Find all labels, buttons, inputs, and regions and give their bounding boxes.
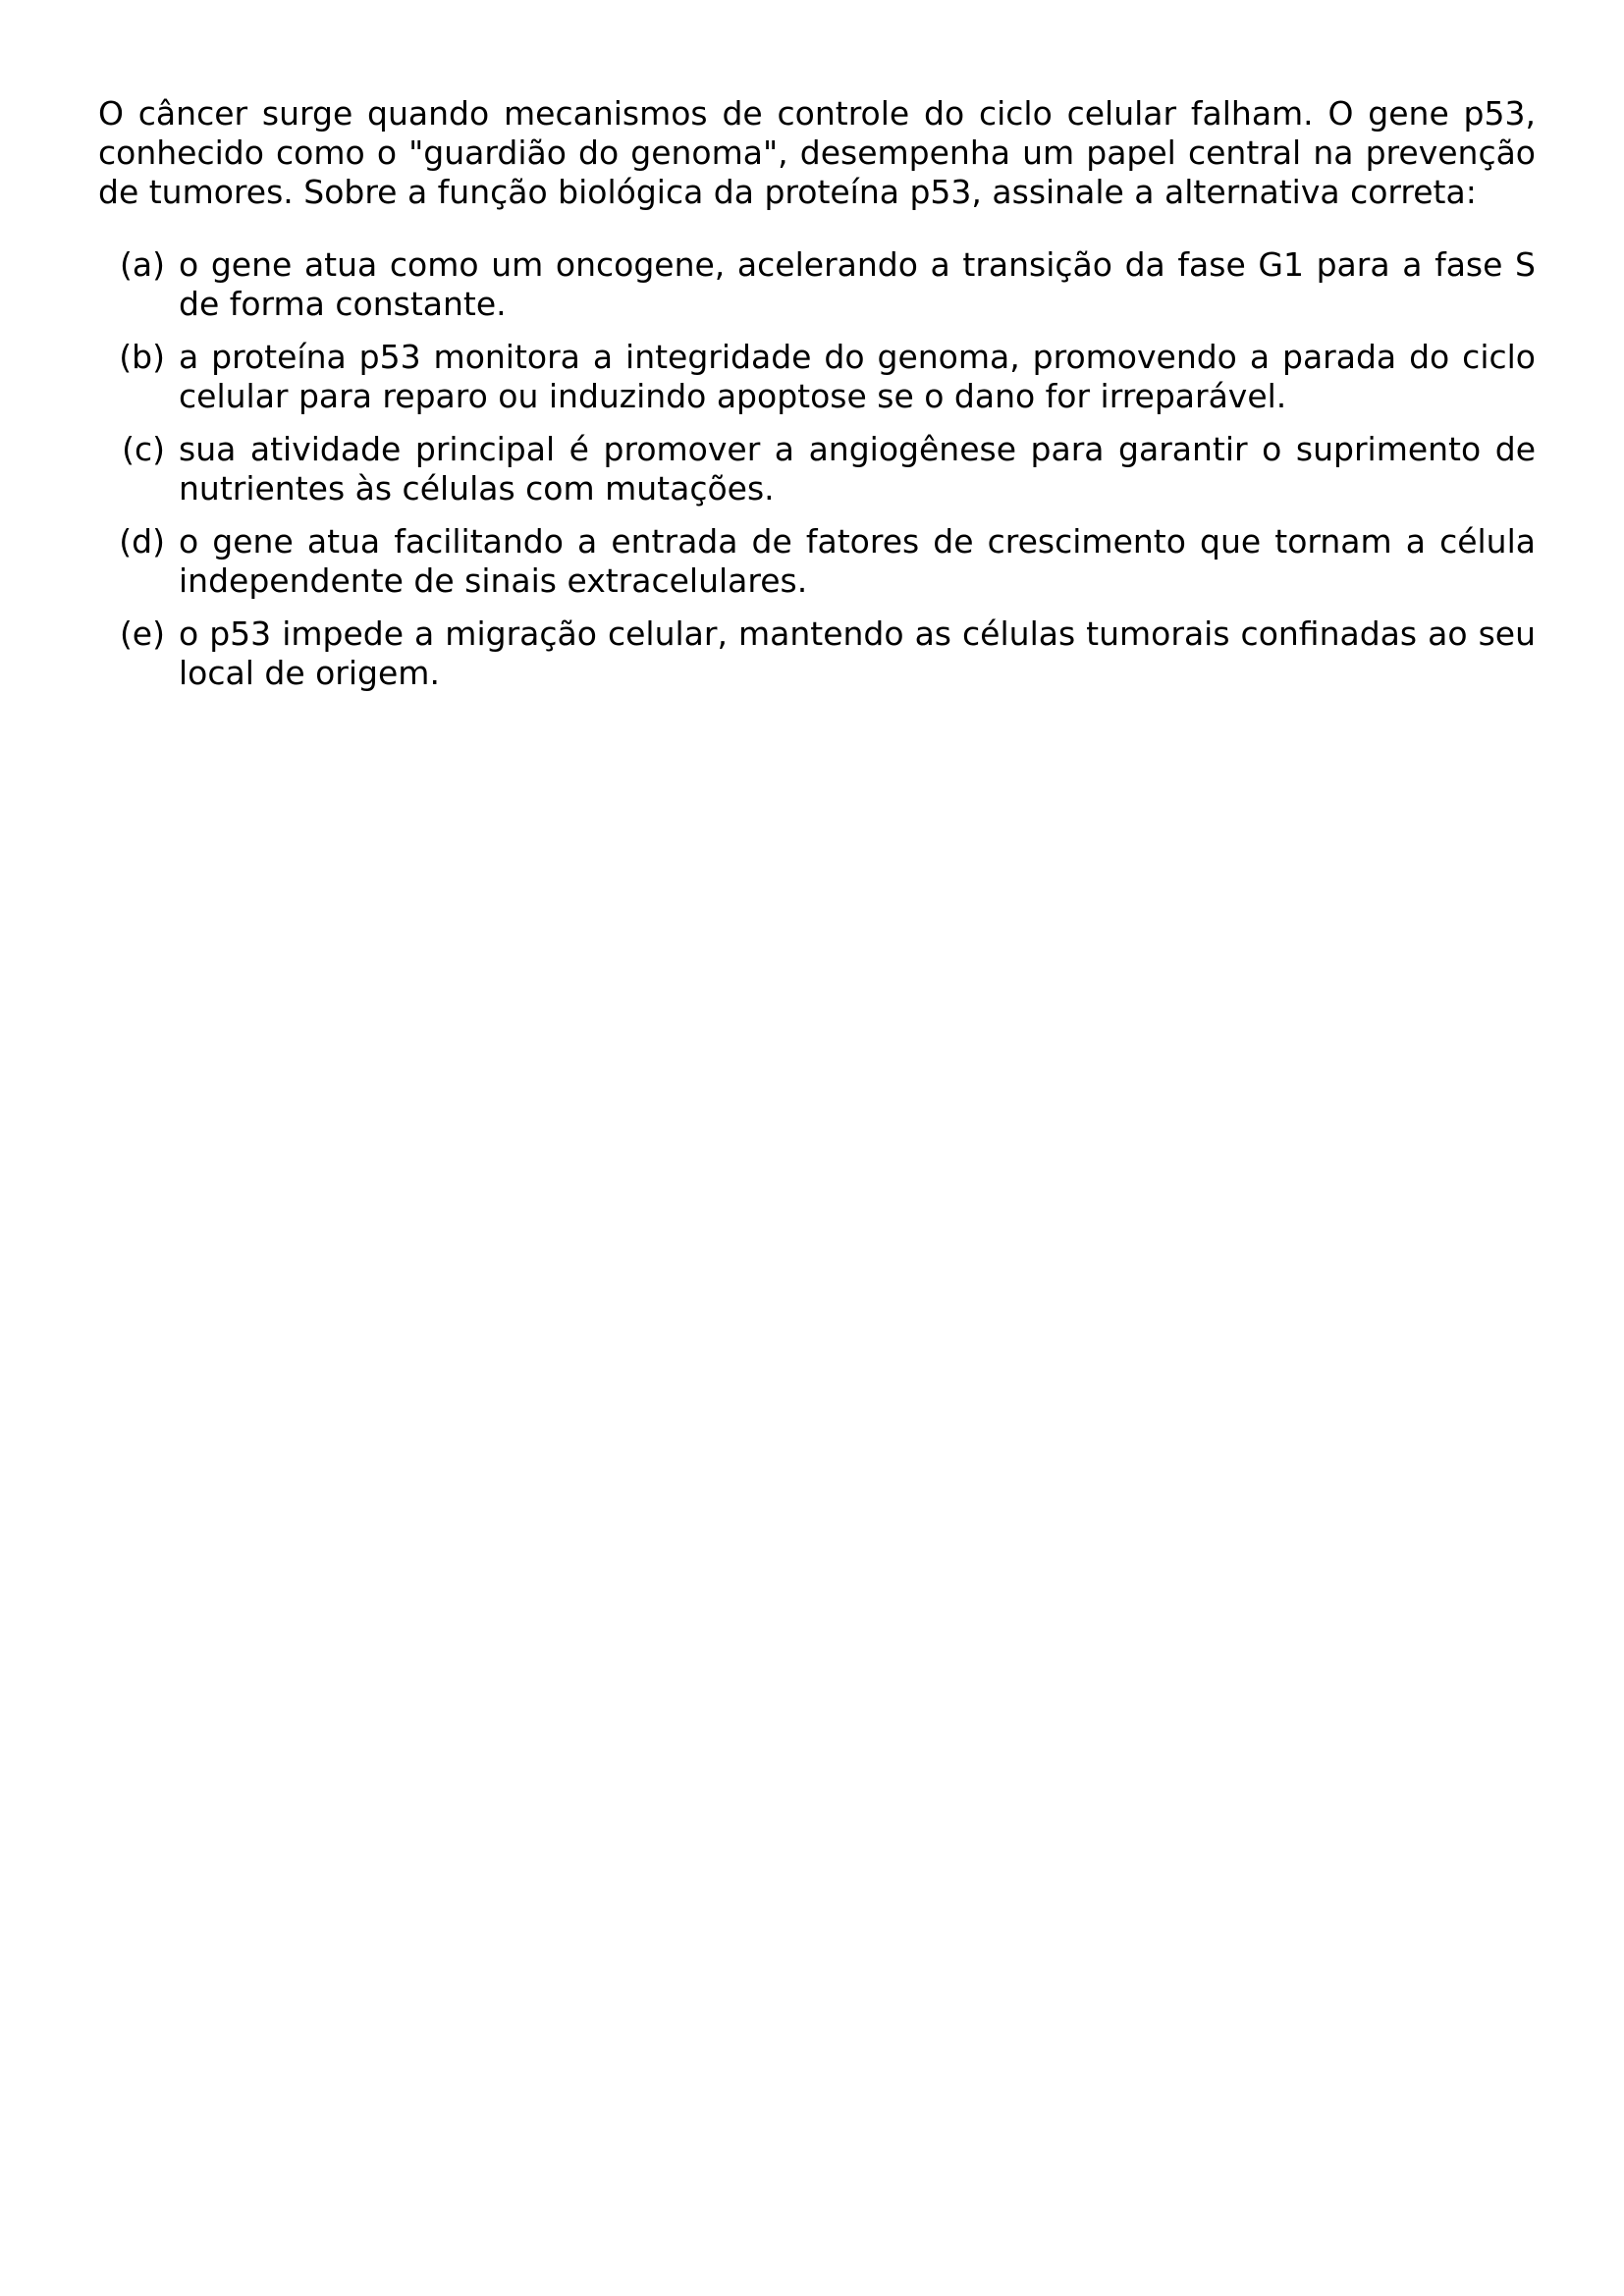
option-b-label: (b) (119, 338, 165, 376)
answer-options (98, 245, 1536, 693)
option-e[interactable] (98, 614, 1536, 693)
option-c-label: (c) (122, 430, 165, 468)
question-page (98, 94, 1536, 707)
option-a-label: (a) (120, 245, 165, 284)
question-stem: O câncer surge quando mecanismos de controle do ciclo celular falham. O gene p53, conhecido como o "guardião do genoma", desempenha um papel central na prevenção de tumores. Sobre a função biológica da proteína p53, assinale a alternativa correta: (98, 94, 1536, 211)
option-d-text: o gene atua facilitando a entrada de fatores de crescimento que tornam a célula independente de sinais extracelulares. (179, 522, 1536, 600)
option-b-text: a proteína p53 monitora a integridade do genoma, promovendo a parada do ciclo celular para reparo ou induzindo apoptose se o dano for irreparável. (179, 338, 1536, 415)
option-e-text: o p53 impede a migração celular, mantendo as células tumorais confinadas ao seu local de origem. (179, 614, 1536, 692)
option-e-label: (e) (119, 614, 165, 653)
option-b[interactable] (98, 338, 1536, 416)
option-c-text: sua atividade principal é promover a angiogênese para garantir o suprimento de nutrientes às células com mutações. (179, 430, 1536, 507)
option-a[interactable] (98, 245, 1536, 324)
option-d-label: (d) (119, 522, 165, 561)
option-d[interactable] (98, 522, 1536, 601)
option-a-text: o gene atua como um oncogene, acelerando a transição da fase G1 para a fase S de forma constante. (179, 245, 1536, 323)
option-c[interactable] (98, 430, 1536, 508)
